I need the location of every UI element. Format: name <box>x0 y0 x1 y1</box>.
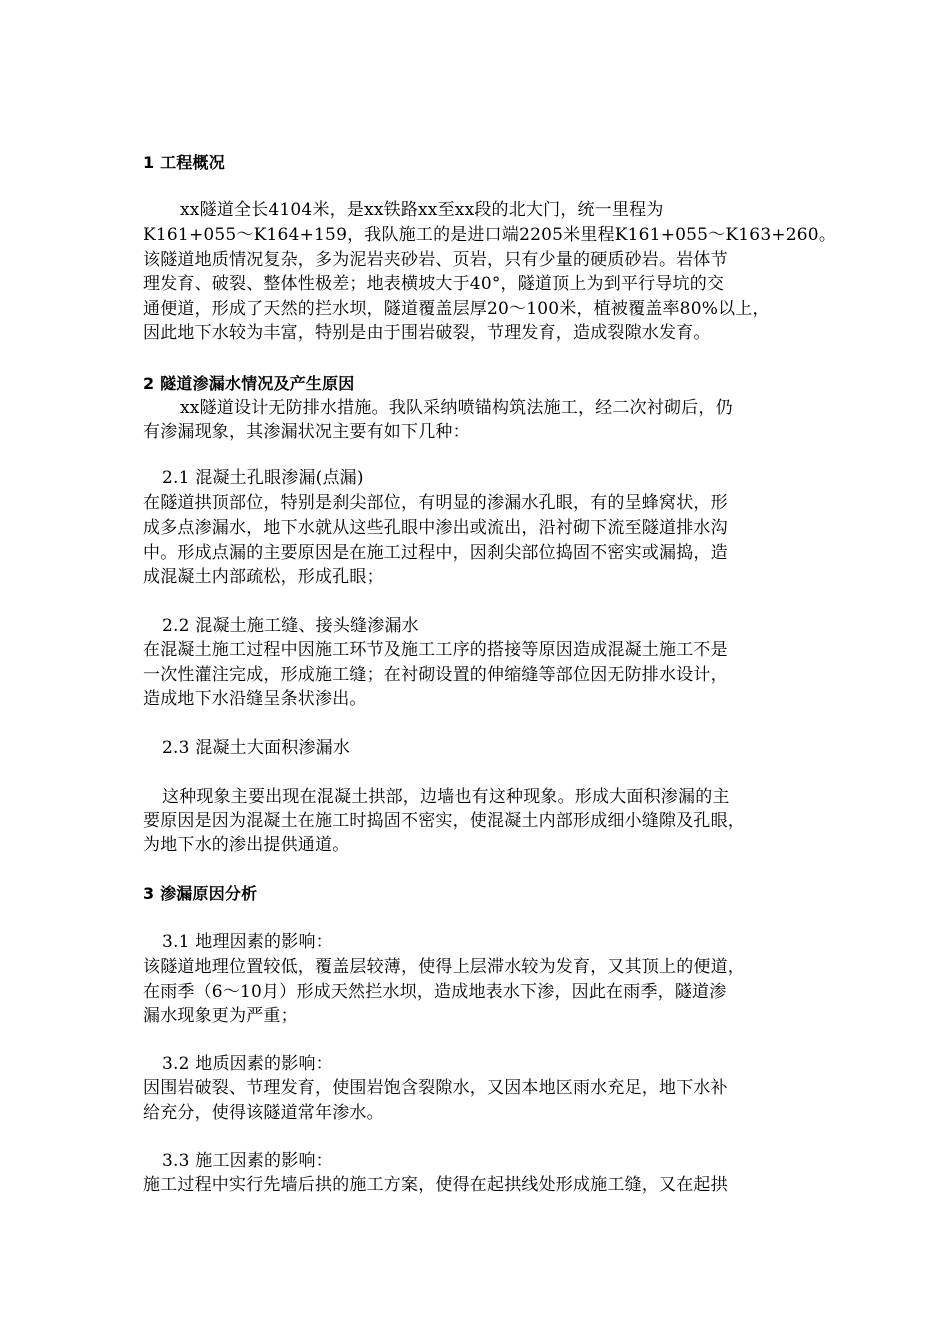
paragraph-line: K161+055～K164+159，我队施工的是进口端2205米里程K161+055～K163+260。 <box>143 225 837 245</box>
paragraph-line: 一次性灌注完成，形成施工缝；在衬砌设置的伸缩缝等部位因无防排水设计， <box>143 665 728 685</box>
subsection-2-2-title: 2.2 混凝土施工缝、接头缝渗漏水 <box>162 616 419 636</box>
subsection-3-1-title: 3.1 地理因素的影响： <box>162 932 333 952</box>
paragraph-line: 成混凝土内部疏松，形成孔眼； <box>143 567 384 587</box>
paragraph-line: xx隧道全长4104米，是xx铁路xx至xx段的北大门，统一里程为 <box>180 200 664 220</box>
paragraph-line: 给充分，使得该隧道常年渗水。 <box>143 1103 384 1123</box>
paragraph-line: 施工过程中实行先墙后拱的施工方案，使得在起拱线处形成施工缝，又在起拱 <box>143 1175 728 1195</box>
paragraph-line: 因围岩破裂、节理发育，使围岩饱含裂隙水，又因本地区雨水充足，地下水补 <box>143 1078 728 1098</box>
paragraph-line: 有渗漏现象，其渗漏状况主要有如下几种： <box>143 422 470 442</box>
paragraph-line: 在混凝土施工过程中因施工环节及施工工序的搭接等原因造成混凝土施工不是 <box>143 640 728 660</box>
paragraph-line: 要原因是因为混凝土在施工时捣固不密实，使混凝土内部形成细小缝隙及孔眼， <box>143 811 745 831</box>
paragraph-line: 这种现象主要出现在混凝土拱部，边墙也有这种现象。形成大面积渗漏的主 <box>162 787 730 807</box>
subsection-3-2-title: 3.2 地质因素的影响： <box>162 1054 333 1074</box>
subsection-3-3-title: 3.3 施工因素的影响： <box>162 1151 333 1171</box>
paragraph-line: 在隧道拱顶部位，特别是刹尖部位，有明显的渗漏水孔眼，有的呈蜂窝状，形 <box>143 493 728 513</box>
paragraph-line: 该隧道地理位置较低，覆盖层较薄，使得上层滞水较为发育，又其顶上的便道， <box>143 957 745 977</box>
paragraph-line: 漏水现象更为严重； <box>143 1006 298 1026</box>
paragraph-line: 因此地下水较为丰富，特别是由于围岩破裂，节理发育，造成裂隙水发育。 <box>143 323 711 343</box>
paragraph-line: 该隧道地质情况复杂，多为泥岩夹砂岩、页岩，只有少量的硬质砂岩。岩体节 <box>143 250 728 270</box>
paragraph-line: 中。形成点漏的主要原因是在施工过程中，因刹尖部位捣固不密实或漏捣，造 <box>143 543 728 563</box>
paragraph-line: 为地下水的渗出提供通道。 <box>143 835 350 855</box>
section-2-heading: 2 隧道渗漏水情况及产生原因 <box>143 374 355 393</box>
paragraph-line: 造成地下水沿缝呈条状渗出。 <box>143 689 367 709</box>
paragraph-line: 成多点渗漏水，地下水就从这些孔眼中渗出或流出，沿衬砌下流至隧道排水沟 <box>143 518 728 538</box>
paragraph-line: 通便道，形成了天然的拦水坝，隧道覆盖层厚20～100米，植被覆盖率80%以上， <box>143 299 770 319</box>
paragraph-line: 在雨季（6～10月）形成天然拦水坝，造成地表水下渗，因此在雨季，隧道渗 <box>143 982 727 1002</box>
section-1-heading: 1 工程概况 <box>143 153 225 172</box>
subsection-2-3-title: 2.3 混凝土大面积渗漏水 <box>162 738 351 758</box>
subsection-2-1-title: 2.1 混凝土孔眼渗漏(点漏) <box>162 468 364 488</box>
paragraph-line: xx隧道设计无防排水措施。我队采纳喷锚构筑法施工，经二次衬砌后，仍 <box>180 398 733 418</box>
section-3-heading: 3 渗漏原因分析 <box>143 884 258 903</box>
paragraph-line: 理发育、破裂、整体性极差；地表横坡大于40°，隧道顶上为到平行导坑的交 <box>143 274 725 294</box>
